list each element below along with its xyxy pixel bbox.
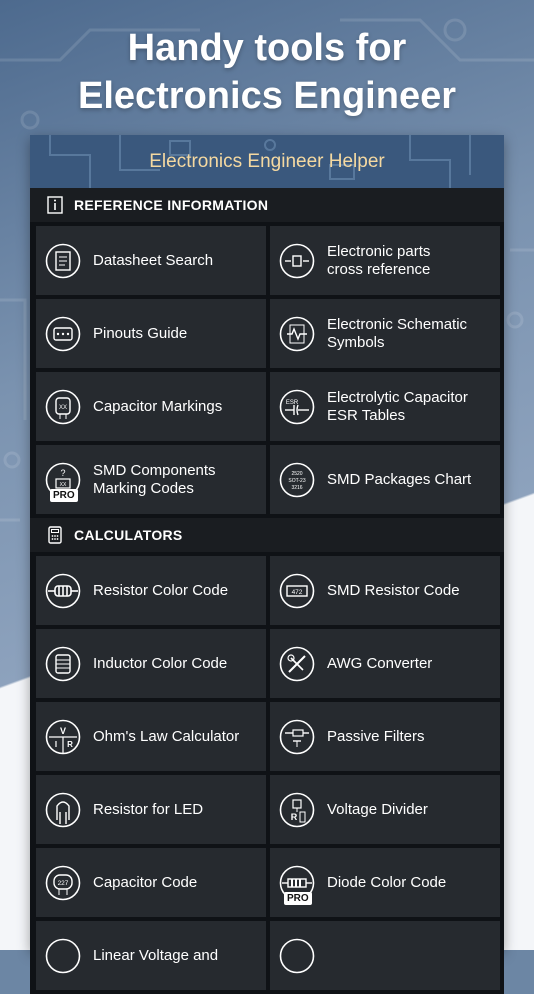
tool-label: Voltage Divider [327,800,428,818]
app-title: Electronics Engineer Helper [149,151,385,172]
inductor-icon [45,646,81,682]
svg-text:2520: 2520 [291,470,303,477]
tool-label: Diode Color Code [327,873,447,891]
tool-label: Capacitor Markings [93,397,223,415]
tool-label: Electrolytic Capacitor ESR Tables [327,388,468,424]
svg-text:ESR: ESR [285,399,299,406]
svg-text:227: 227 [57,879,69,887]
tool-label: SMD Resistor Code [327,581,460,599]
tool-label: Resistor Color Code [93,581,229,599]
tool-tile[interactable] [36,372,266,441]
pro-badge: PRO [284,892,312,905]
awg-icon [279,646,315,682]
tool-grid [30,552,504,994]
tool-label: Linear Voltage and [93,946,219,964]
section-title: REFERENCE INFORMATION [74,197,269,213]
diode-icon [279,865,315,904]
tool-tile[interactable] [270,848,500,917]
tool-tile[interactable] [36,445,266,514]
app-bar [30,135,504,188]
section-title: CALCULATORS [74,527,183,543]
smd-marking-icon [45,462,81,501]
tool-tile[interactable] [270,445,500,514]
section-header [30,518,504,552]
svg-text:I: I [54,739,58,749]
svg-text:V: V [59,725,67,736]
esr-icon [279,389,315,425]
tool-tile[interactable] [36,702,266,771]
tool-tile[interactable] [270,226,500,295]
tool-label: SMD Components Marking Codes [93,461,216,497]
svg-text:XX: XX [59,481,67,488]
smd-packages-icon [279,462,315,498]
tool-tile[interactable] [36,299,266,368]
svg-text:3216: 3216 [291,484,303,491]
tool-tile[interactable] [36,921,266,990]
tool-tile[interactable] [36,775,266,844]
capacitor-markings-icon [45,389,81,425]
app-screen [30,135,504,964]
svg-text:472: 472 [291,588,303,596]
tool-tile[interactable] [270,921,500,990]
generic-icon [279,938,315,974]
svg-text:XX: XX [58,404,68,411]
info-icon [46,196,64,214]
filters-icon [279,719,315,755]
tool-label: Electronic parts cross reference [327,242,431,278]
tool-label: Passive Filters [327,727,425,745]
tool-tile[interactable] [270,372,500,441]
tool-label: Pinouts Guide [93,324,188,342]
tool-tile[interactable] [270,556,500,625]
tool-tile[interactable] [270,629,500,698]
svg-text:R: R [290,811,298,822]
sections-container [30,188,504,994]
tool-label: AWG Converter [327,654,433,672]
headline [0,24,534,120]
tool-label: Electronic Schematic Symbols [327,315,468,351]
section-header [30,188,504,222]
cross-reference-icon [279,243,315,279]
tool-tile[interactable] [270,299,500,368]
ohms-law-icon [45,719,81,755]
tool-tile[interactable] [270,775,500,844]
svg-text:R: R [67,739,73,749]
linear-voltage-icon [45,938,81,974]
resistor-icon [45,573,81,609]
tool-tile[interactable] [36,629,266,698]
voltage-divider-icon [279,792,315,828]
tool-label: Datasheet Search [93,251,214,269]
headline-line-1: Handy tools for [127,27,407,69]
tool-tile[interactable] [36,556,266,625]
smd-resistor-icon [279,573,315,609]
capacitor-code-icon [45,865,81,901]
schematic-icon [279,316,315,352]
tool-grid [30,222,504,518]
tool-label: Capacitor Code [93,873,198,891]
svg-text:?: ? [60,467,66,478]
calculator-icon [46,526,64,544]
svg-text:SOT-23: SOT-23 [288,477,306,484]
tool-label: Ohm's Law Calculator [93,727,240,745]
pinouts-icon [45,316,81,352]
tool-label: Inductor Color Code [93,654,228,672]
datasheet-icon [45,243,81,279]
tool-tile[interactable] [36,226,266,295]
tool-label: SMD Packages Chart [327,470,472,488]
led-icon [45,792,81,828]
headline-line-2: Electronics Engineer [77,75,456,117]
tool-tile[interactable] [270,702,500,771]
pro-badge: PRO [50,489,78,502]
tool-tile[interactable] [36,848,266,917]
tool-label: Resistor for LED [93,800,204,818]
